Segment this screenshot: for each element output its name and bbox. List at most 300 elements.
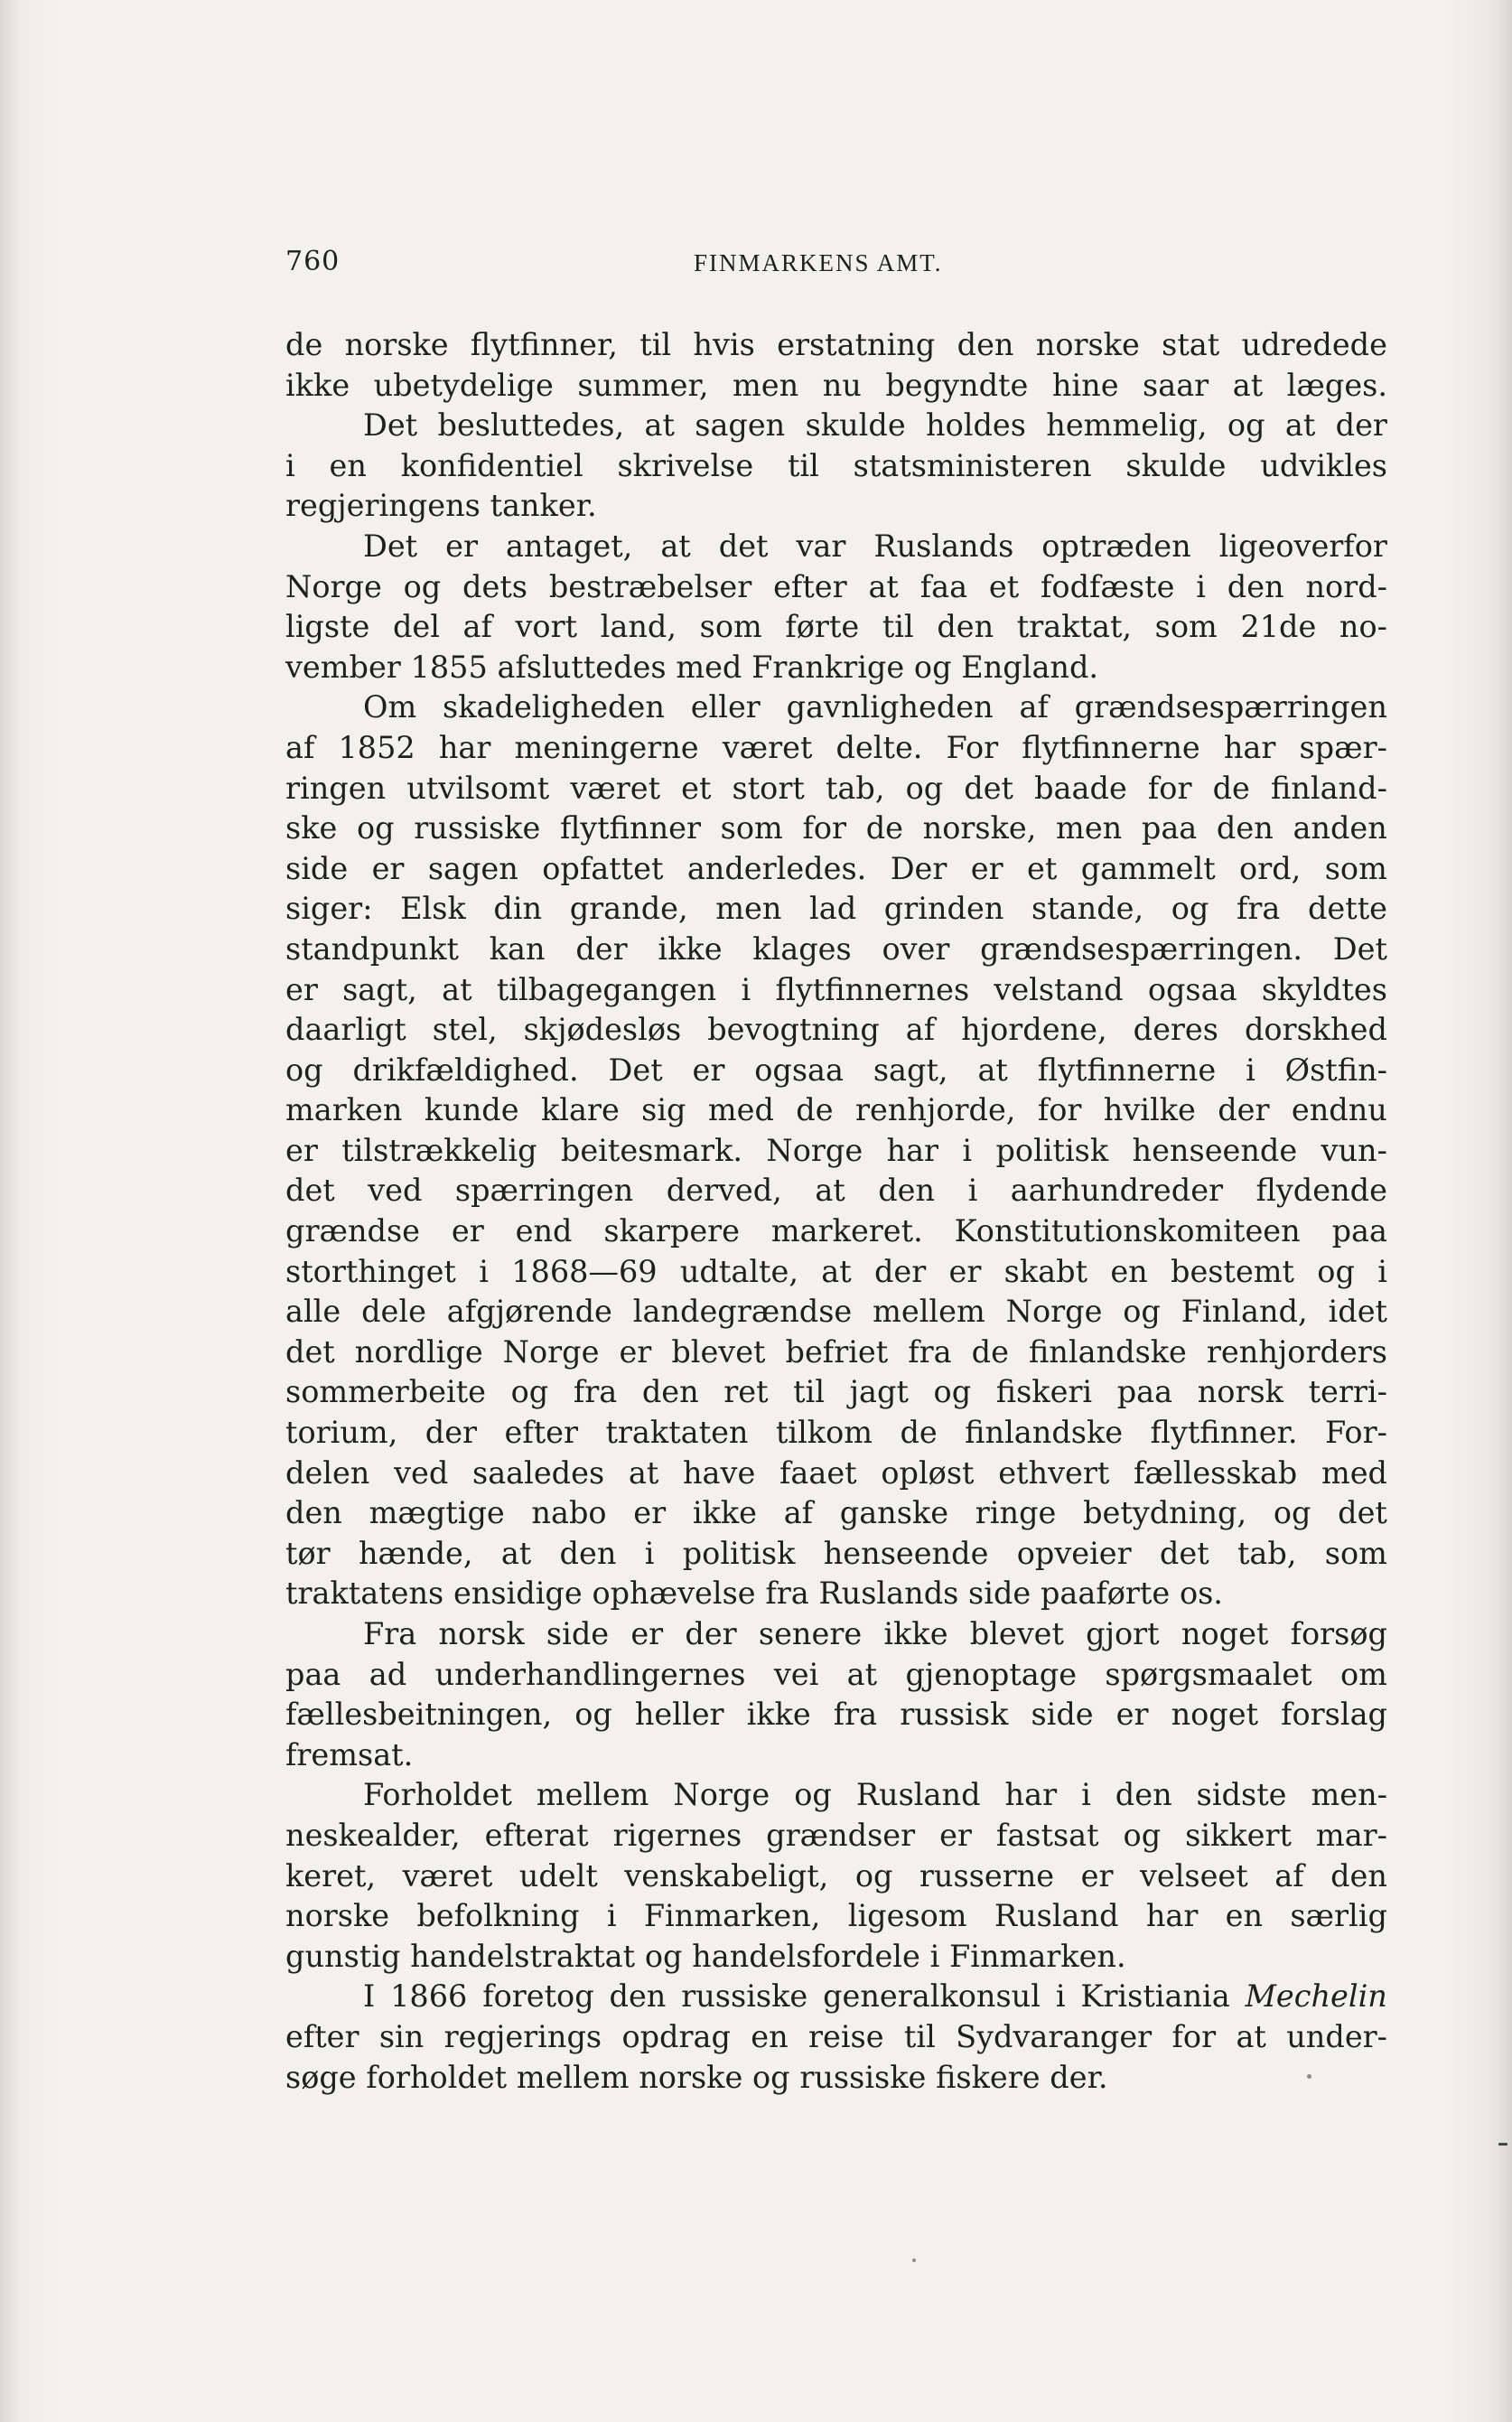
word: sagt, xyxy=(342,971,417,1007)
word: bevogtning xyxy=(707,1012,880,1048)
word: de xyxy=(285,327,323,362)
word: sin xyxy=(378,2018,425,2054)
text-line xyxy=(285,325,1387,366)
word: torium, xyxy=(285,1415,398,1451)
word: fiskeri xyxy=(995,1374,1093,1410)
word: grande, xyxy=(569,891,688,927)
word: utvilsomt xyxy=(406,770,550,806)
word: eller xyxy=(690,689,761,725)
word: betydning, xyxy=(1083,1495,1247,1531)
text-line xyxy=(285,889,1387,930)
word: idet xyxy=(1328,1294,1387,1330)
word: Frankrige xyxy=(751,649,905,685)
word: beitesmark. xyxy=(560,1132,743,1168)
word: tilstrækkelig xyxy=(341,1132,537,1168)
word: opveier xyxy=(1016,1535,1132,1571)
word: at xyxy=(442,971,472,1007)
word: den xyxy=(937,609,994,645)
text-line xyxy=(285,1977,1387,2017)
word: er xyxy=(619,1333,652,1370)
word: russisk xyxy=(900,1697,1009,1733)
word: alle xyxy=(285,1294,341,1330)
word: grændsespærringen xyxy=(1074,689,1387,725)
word: og xyxy=(752,2059,790,2095)
word: at xyxy=(500,1535,532,1571)
word: de xyxy=(796,1092,834,1128)
word: ensidige xyxy=(453,1576,583,1612)
word: stat xyxy=(1162,327,1220,362)
word: bestræbelser xyxy=(548,568,752,604)
word: keret, xyxy=(285,1857,377,1894)
word: Rusland xyxy=(994,1898,1119,1934)
word: er xyxy=(633,1495,667,1531)
word: fra xyxy=(573,1374,618,1410)
word: ligste xyxy=(285,609,370,645)
word: handelstraktat xyxy=(410,1938,636,1974)
word: gjort xyxy=(1086,1616,1160,1651)
word: er xyxy=(970,850,1003,886)
word: Norge xyxy=(285,568,382,604)
word: har xyxy=(1004,1777,1058,1813)
word: bestemt xyxy=(1171,1253,1294,1289)
word: har xyxy=(886,1132,939,1168)
word: politisk xyxy=(995,1132,1109,1168)
word: skjødesløs xyxy=(523,1012,682,1048)
word: traktatens xyxy=(285,1576,444,1612)
word: har xyxy=(438,729,491,765)
word: er xyxy=(939,1817,972,1853)
word: side xyxy=(1031,1697,1094,1733)
word: ikke xyxy=(285,367,350,403)
word: skabt xyxy=(1003,1253,1088,1289)
word: For- xyxy=(1325,1415,1387,1451)
word: den xyxy=(1330,1857,1387,1894)
word: de xyxy=(865,810,903,846)
word: ringen xyxy=(285,770,387,806)
text-line xyxy=(285,1211,1387,1252)
word: og xyxy=(1171,891,1209,927)
word: Finmarken, xyxy=(643,1898,821,1934)
page-header xyxy=(285,246,1387,291)
word: de xyxy=(971,1333,1009,1370)
word: faaet xyxy=(779,1454,857,1491)
word: ganske xyxy=(839,1495,949,1531)
word: nord- xyxy=(1305,568,1387,604)
word: og xyxy=(1317,1253,1355,1289)
word: end xyxy=(515,1213,573,1249)
word: delen xyxy=(285,1454,370,1491)
word: fastsat xyxy=(995,1817,1099,1853)
word: kunde xyxy=(424,1092,519,1128)
text-line xyxy=(285,1010,1387,1051)
word: og xyxy=(403,568,442,604)
word: blevet xyxy=(969,1616,1064,1651)
word: norske xyxy=(285,1898,390,1934)
word: en xyxy=(329,447,367,483)
word: for xyxy=(1147,770,1192,806)
word: den xyxy=(1227,568,1284,604)
text-line xyxy=(285,1574,1387,1614)
word: tanker. xyxy=(490,488,597,524)
word: baade xyxy=(1034,770,1127,806)
word: grændser xyxy=(766,1817,916,1853)
word: i xyxy=(967,1173,978,1209)
word: at xyxy=(1284,407,1316,444)
word: og xyxy=(644,1938,683,1974)
word: foretog xyxy=(482,1978,594,2015)
word: det xyxy=(1338,1495,1387,1531)
word: skarpere xyxy=(603,1213,740,1249)
word: i xyxy=(1246,1052,1255,1088)
word: standpunkt xyxy=(285,930,460,967)
word: russiske xyxy=(414,810,541,846)
word: I xyxy=(363,1978,376,2015)
word: at xyxy=(644,407,675,444)
word: derved, xyxy=(666,1173,782,1209)
word: tør xyxy=(285,1535,331,1571)
word: mellem xyxy=(516,2059,630,2095)
word: vei xyxy=(773,1656,819,1692)
word: renhjorde, xyxy=(854,1092,1016,1128)
word: blevet xyxy=(671,1333,766,1370)
word: handelsfordele xyxy=(692,1938,920,1974)
word: at xyxy=(815,1173,845,1209)
word: paa xyxy=(1141,810,1198,846)
word: den xyxy=(1216,810,1274,846)
word: skulde xyxy=(805,407,906,444)
word: men- xyxy=(1311,1777,1387,1813)
word: det xyxy=(964,770,1014,806)
word: fiskere xyxy=(936,2059,1041,2095)
word: i xyxy=(1196,568,1206,604)
word: no- xyxy=(1339,609,1387,645)
word: afgjørende xyxy=(446,1294,612,1330)
word: i xyxy=(644,1535,655,1571)
word: mellem xyxy=(873,1294,985,1330)
word: af xyxy=(905,1012,936,1048)
word: var xyxy=(796,528,846,564)
word: den xyxy=(641,1374,699,1410)
word: velstand xyxy=(994,971,1124,1007)
word: ubetydelige xyxy=(373,367,554,403)
word: af xyxy=(783,1495,814,1531)
word: paa xyxy=(285,1656,341,1692)
word: holdes xyxy=(926,407,1026,444)
text-line xyxy=(285,1695,1387,1735)
word: opfattet xyxy=(542,850,664,886)
word: paaførte xyxy=(1040,1576,1171,1612)
word: det xyxy=(285,1333,335,1370)
word: Ruslands xyxy=(873,528,1014,564)
word: som xyxy=(1324,1535,1387,1571)
text-line xyxy=(285,1131,1387,1172)
text-line xyxy=(285,1454,1387,1494)
word: fra xyxy=(833,1697,878,1733)
word: grændse xyxy=(285,1213,420,1249)
word: Elsk xyxy=(400,891,466,927)
word: er xyxy=(285,1132,318,1168)
text-line xyxy=(285,1171,1387,1211)
word: flytfinnernes xyxy=(775,971,970,1007)
word: regjeringens xyxy=(285,488,481,524)
text-line xyxy=(285,1292,1387,1333)
word: og xyxy=(1123,1294,1161,1330)
word: er xyxy=(692,1052,725,1088)
word: del xyxy=(392,609,440,645)
word: fællesskab xyxy=(1134,1454,1298,1491)
word: det xyxy=(1159,1535,1209,1571)
word: efterat xyxy=(484,1817,589,1853)
word: i xyxy=(285,447,295,483)
word: besluttedes, xyxy=(437,407,625,444)
word: og xyxy=(794,1777,832,1813)
word: der xyxy=(1218,1092,1270,1128)
word: de xyxy=(1212,770,1250,806)
word: velseet xyxy=(1139,1857,1248,1894)
word: ad xyxy=(369,1656,407,1692)
word: at xyxy=(846,1656,878,1692)
word: som xyxy=(1324,850,1387,886)
word: aarhundreder xyxy=(1010,1173,1224,1209)
word: flydende xyxy=(1255,1173,1387,1209)
word: der xyxy=(1335,407,1387,444)
word: tilkom xyxy=(775,1415,873,1451)
text-line xyxy=(285,809,1387,849)
word: er xyxy=(451,1213,484,1249)
word: dets xyxy=(462,568,527,604)
word: delte. xyxy=(835,729,923,765)
word: men xyxy=(1056,810,1123,846)
word: og xyxy=(1123,1817,1162,1853)
word: ikke xyxy=(658,930,723,967)
word: i xyxy=(741,971,751,1007)
word: traktaten xyxy=(605,1415,749,1451)
text-line xyxy=(285,769,1387,809)
word: vember xyxy=(285,649,401,685)
word: til xyxy=(903,2018,936,2054)
word: ringe xyxy=(975,1495,1057,1531)
word: flytfinner, xyxy=(470,327,618,362)
word: som xyxy=(720,810,783,846)
word: 1852 xyxy=(338,729,415,765)
word: paa xyxy=(1331,1213,1387,1249)
text-line xyxy=(285,849,1387,890)
word: nordlige xyxy=(354,1333,483,1370)
word: Det xyxy=(608,1052,663,1088)
word: sidste xyxy=(1196,1777,1287,1813)
word: til xyxy=(639,327,672,362)
text-line xyxy=(285,1816,1387,1856)
word: antaget, xyxy=(505,528,633,564)
word: spærringen xyxy=(454,1173,634,1209)
word: russerne xyxy=(919,1857,1055,1894)
word: udvikles xyxy=(1260,447,1387,483)
word: i xyxy=(929,1938,940,1974)
word: dette xyxy=(1307,891,1387,927)
word: er xyxy=(1080,1857,1114,1894)
word: afsluttedes xyxy=(497,649,667,685)
word: særlig xyxy=(1290,1898,1387,1934)
word: saaledes xyxy=(472,1454,605,1491)
word: befolkning xyxy=(416,1898,580,1934)
word: et xyxy=(1027,850,1058,886)
word: ved xyxy=(368,1173,423,1209)
word: opdrag xyxy=(621,2018,731,2054)
word: finlandske xyxy=(965,1415,1124,1451)
word: et xyxy=(988,568,1020,604)
word: politisk xyxy=(682,1535,796,1571)
word: er xyxy=(1115,1697,1149,1733)
word: klare xyxy=(540,1092,620,1128)
text-line xyxy=(285,1856,1387,1897)
word: Sydvaranger xyxy=(956,2018,1153,2054)
word: sagen xyxy=(695,407,786,444)
word: Norge xyxy=(502,1333,600,1370)
text-line xyxy=(285,1655,1387,1696)
word: at xyxy=(1232,367,1264,403)
text-line xyxy=(285,970,1387,1011)
word: Finland, xyxy=(1181,1294,1308,1330)
word: der xyxy=(575,930,628,967)
word: men xyxy=(715,891,782,927)
word: at xyxy=(1236,2018,1266,2054)
word: Om xyxy=(363,689,417,725)
word: deres xyxy=(1133,1012,1218,1048)
text-line xyxy=(285,527,1387,567)
word: lad xyxy=(809,891,857,927)
word: af xyxy=(1274,1857,1304,1894)
word: om xyxy=(1339,1656,1387,1692)
word: ved xyxy=(394,1454,449,1491)
word: underhandlingernes xyxy=(434,1656,746,1692)
word: den xyxy=(957,327,1014,362)
word: side xyxy=(546,1616,610,1651)
dust-speck xyxy=(1498,2143,1507,2146)
word: for xyxy=(802,810,847,846)
word: ikke xyxy=(746,1697,811,1733)
word: sig xyxy=(641,1092,686,1128)
word: forsøg xyxy=(1290,1616,1387,1651)
text-line xyxy=(285,1333,1387,1373)
word: med xyxy=(707,1092,774,1128)
text-line xyxy=(285,1372,1387,1413)
word: Finmarken. xyxy=(949,1938,1126,1974)
word: statsministeren xyxy=(853,447,1092,483)
word: spær- xyxy=(1299,729,1387,765)
word: har xyxy=(1223,729,1276,765)
word: den xyxy=(1115,1777,1172,1813)
text-line xyxy=(285,406,1387,446)
word: opløst xyxy=(881,1454,975,1491)
word: mellem xyxy=(536,1777,649,1813)
word: med xyxy=(1321,1454,1387,1491)
word: læges. xyxy=(1286,367,1387,403)
text-line xyxy=(285,1534,1387,1575)
word: fremsat. xyxy=(285,1736,414,1772)
word: 1866 xyxy=(390,1978,468,2015)
text-line xyxy=(285,728,1387,769)
word: at xyxy=(821,1253,852,1289)
word: tab, xyxy=(825,770,885,806)
word: fodfæste xyxy=(1041,568,1175,604)
word: af xyxy=(462,609,492,645)
word: sommerbeite xyxy=(285,1374,487,1410)
word: at xyxy=(868,568,899,604)
text-line xyxy=(285,567,1387,608)
word: storthinget xyxy=(285,1253,456,1289)
word: at xyxy=(628,1454,659,1491)
word: dorskhed xyxy=(1244,1012,1387,1048)
word: en xyxy=(1110,1253,1148,1289)
word: og xyxy=(854,1857,893,1894)
word: som xyxy=(699,609,762,645)
word: norsk xyxy=(1197,1374,1283,1410)
text-line xyxy=(285,1735,1387,1776)
word: regjerings xyxy=(443,2018,602,2054)
word: skyldtes xyxy=(1261,971,1387,1007)
word: og xyxy=(933,1374,972,1410)
word: tilbagegangen xyxy=(496,971,717,1007)
word: Forholdet xyxy=(363,1777,512,1813)
word: været xyxy=(722,729,813,765)
word: renhjorders xyxy=(1206,1333,1387,1370)
word: neskealder, xyxy=(285,1817,461,1853)
word: nabo xyxy=(531,1495,607,1531)
word: over xyxy=(882,930,950,967)
word: og xyxy=(510,1374,549,1410)
word: venskabeligt, xyxy=(624,1857,829,1894)
word: heller xyxy=(634,1697,724,1733)
word: England. xyxy=(961,649,1099,685)
word: ske xyxy=(285,810,338,846)
word: er xyxy=(630,1616,664,1651)
word: noget xyxy=(1171,1697,1259,1733)
word: hvis xyxy=(693,327,755,362)
word: Mechelin xyxy=(1245,1978,1387,2015)
word: markeret. xyxy=(770,1213,923,1249)
word: erstatning xyxy=(777,327,936,362)
word: ogsaa xyxy=(1147,971,1237,1007)
word: søge xyxy=(285,2059,357,2095)
word: marken xyxy=(285,1092,403,1128)
word: For xyxy=(946,729,999,765)
word: for xyxy=(1037,1092,1082,1128)
word: i xyxy=(1055,1978,1066,2015)
text-line xyxy=(285,1252,1387,1293)
word: spørgsmaalet xyxy=(1105,1656,1312,1692)
word: i xyxy=(606,1898,617,1934)
word: 21de xyxy=(1240,609,1317,645)
word: Det xyxy=(363,528,418,564)
word: tab, xyxy=(1237,1535,1297,1571)
text-line xyxy=(285,1051,1387,1091)
word: norske xyxy=(639,2059,743,2095)
word: din xyxy=(493,891,543,927)
word: der xyxy=(685,1616,737,1651)
word: er xyxy=(285,971,318,1007)
word: stande, xyxy=(1031,891,1144,927)
word: været xyxy=(570,770,661,806)
word: befriet xyxy=(785,1333,889,1370)
word: henseende xyxy=(823,1535,989,1571)
dust-speck xyxy=(1307,2074,1311,2079)
word: meningerne xyxy=(514,729,699,765)
word: fra xyxy=(765,1576,809,1612)
word: Der xyxy=(890,850,947,886)
word: gunstig xyxy=(285,1938,401,1974)
word: 1868—69 xyxy=(511,1253,658,1289)
word: og xyxy=(1227,407,1265,444)
